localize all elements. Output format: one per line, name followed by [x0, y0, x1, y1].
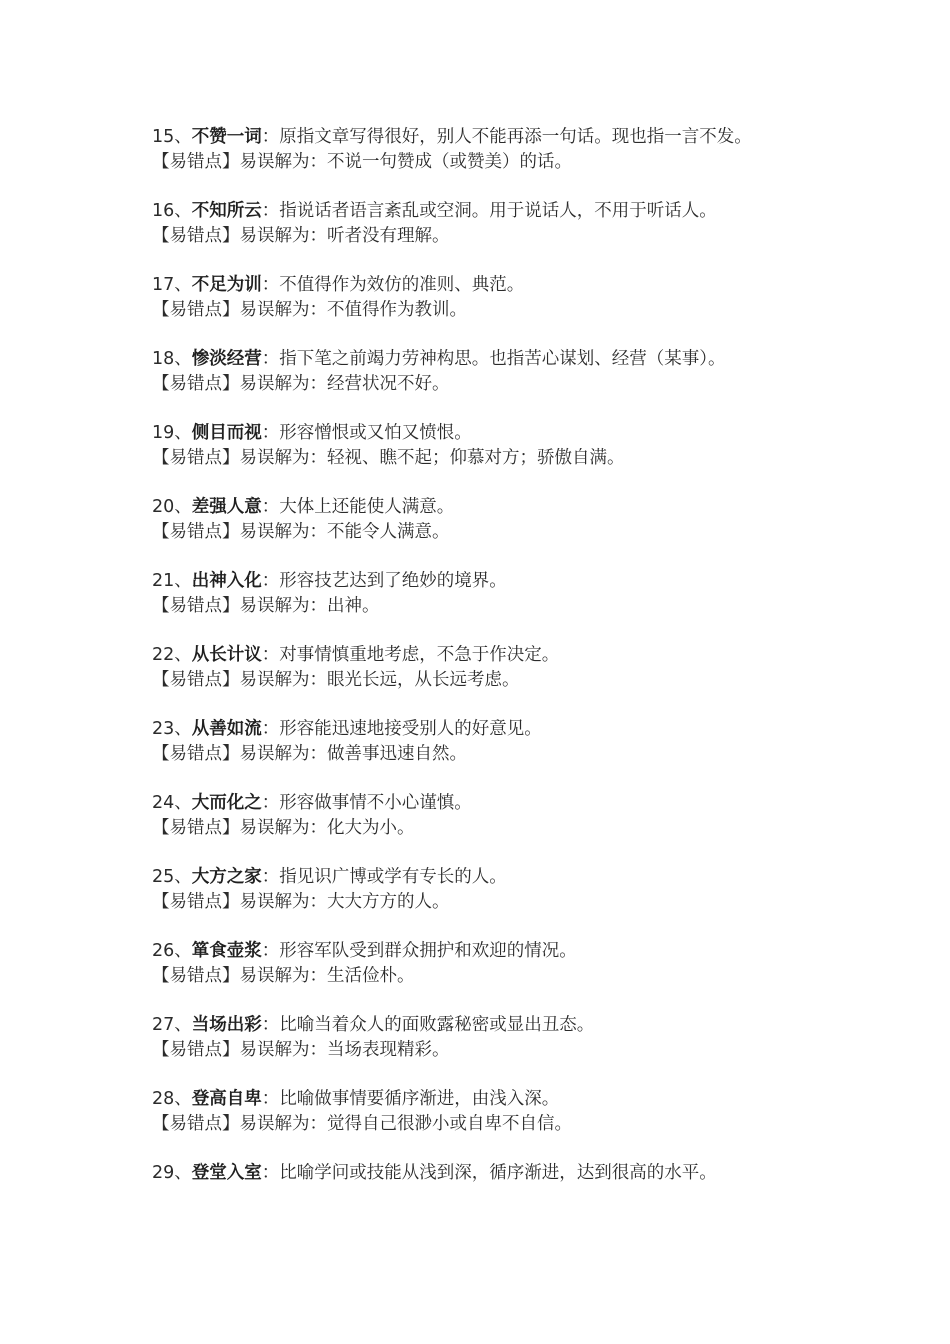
definition-line — [152, 717, 802, 742]
definition-line — [152, 421, 802, 446]
idiom-term: 惨淡经营 — [191, 349, 262, 369]
mistake-text: 易误解为：大大方方的人。 — [239, 891, 450, 912]
mistake-label: 【易错点】 — [152, 1113, 240, 1134]
idiom-entry — [152, 273, 802, 322]
definition-text: ：比喻学问或技能从浅到深，循序渐进，达到很高的水平。 — [261, 1163, 717, 1183]
entry-number: 29、 — [152, 1163, 192, 1183]
idiom-entry — [152, 1013, 802, 1062]
mistake-text: 易误解为：听者没有理解。 — [239, 225, 450, 246]
mistake-label: 【易错点】 — [152, 595, 240, 616]
mistake-text: 易误解为：当场表现精彩。 — [239, 1039, 450, 1060]
mistake-text: 易误解为：出神。 — [239, 595, 380, 616]
mistake-label: 【易错点】 — [152, 743, 240, 764]
idiom-term: 从长计议 — [191, 645, 262, 665]
definition-text: ：比喻当着众人的面败露秘密或显出丑态。 — [261, 1015, 595, 1035]
definition-text: ：指说话者语言紊乱或空洞。用于说话人，不用于听话人。 — [261, 201, 717, 221]
entry-number: 25、 — [152, 867, 192, 887]
idiom-entry — [152, 939, 802, 988]
idiom-entry — [152, 199, 802, 248]
definition-line — [152, 199, 802, 224]
mistake-line — [152, 1112, 802, 1137]
definition-text: ：形容憎恨或又怕又愤恨。 — [261, 423, 472, 443]
mistake-label: 【易错点】 — [152, 447, 240, 468]
mistake-text: 易误解为：生活俭朴。 — [239, 965, 415, 986]
mistake-line — [152, 298, 802, 323]
entry-number: 24、 — [152, 793, 192, 813]
definition-text: ：对事情慎重地考虑，不急于作决定。 — [261, 645, 560, 665]
mistake-label: 【易错点】 — [152, 299, 240, 320]
idiom-entry — [152, 421, 802, 470]
mistake-text: 易误解为：眼光长远，从长远考虑。 — [239, 669, 520, 690]
definition-line — [152, 1087, 802, 1112]
mistake-line — [152, 742, 802, 767]
mistake-text: 易误解为：不值得作为教训。 — [239, 299, 467, 320]
mistake-line — [152, 890, 802, 915]
definition-text: ：形容军队受到群众拥护和欢迎的情况。 — [261, 941, 577, 961]
entry-number: 22、 — [152, 645, 192, 665]
mistake-label: 【易错点】 — [152, 669, 240, 690]
definition-line — [152, 125, 802, 150]
idiom-term: 不赞一词 — [191, 127, 262, 147]
idiom-term: 侧目而视 — [191, 423, 262, 443]
idiom-entry — [152, 791, 802, 840]
idiom-entry — [152, 643, 802, 692]
entry-number: 28、 — [152, 1089, 192, 1109]
definition-line — [152, 495, 802, 520]
mistake-label: 【易错点】 — [152, 965, 240, 986]
definition-text: ：形容能迅速地接受别人的好意见。 — [261, 719, 542, 739]
idiom-entry — [152, 125, 802, 174]
mistake-text: 易误解为：轻视、瞧不起；仰慕对方；骄傲自满。 — [239, 447, 625, 468]
entry-number: 23、 — [152, 719, 192, 739]
idiom-term: 不知所云 — [191, 201, 262, 221]
entry-number: 17、 — [152, 275, 192, 295]
definition-line — [152, 643, 802, 668]
idiom-entry — [152, 569, 802, 618]
idiom-entry — [152, 347, 802, 396]
mistake-text: 易误解为：做善事迅速自然。 — [239, 743, 467, 764]
entry-number: 16、 — [152, 201, 192, 221]
mistake-line — [152, 372, 802, 397]
definition-line — [152, 865, 802, 890]
mistake-text: 易误解为：化大为小。 — [239, 817, 415, 838]
definition-line — [152, 939, 802, 964]
mistake-label: 【易错点】 — [152, 521, 240, 542]
idiom-term: 出神入化 — [191, 571, 262, 591]
mistake-text: 易误解为：不能令人满意。 — [239, 521, 450, 542]
mistake-label: 【易错点】 — [152, 373, 240, 394]
mistake-text: 易误解为：觉得自己很渺小或自卑不自信。 — [239, 1113, 572, 1134]
idiom-term: 箪食壶浆 — [191, 941, 262, 961]
idiom-entry — [152, 1161, 802, 1186]
definition-text: ：形容做事情不小心谨慎。 — [261, 793, 472, 813]
idiom-term: 从善如流 — [191, 719, 262, 739]
definition-text: ：大体上还能使人满意。 — [261, 497, 455, 517]
mistake-label: 【易错点】 — [152, 225, 240, 246]
mistake-line — [152, 446, 802, 471]
idiom-term: 当场出彩 — [191, 1015, 262, 1035]
idiom-term: 登堂入室 — [191, 1163, 262, 1183]
definition-line — [152, 347, 802, 372]
idiom-term: 登高自卑 — [191, 1089, 262, 1109]
mistake-line — [152, 150, 802, 175]
idiom-entry — [152, 495, 802, 544]
mistake-line — [152, 668, 802, 693]
idiom-term: 不足为训 — [191, 275, 262, 295]
entry-number: 26、 — [152, 941, 192, 961]
idiom-entry — [152, 865, 802, 914]
mistake-label: 【易错点】 — [152, 891, 240, 912]
mistake-line — [152, 520, 802, 545]
mistake-text: 易误解为：不说一句赞成（或赞美）的话。 — [239, 151, 572, 172]
document-page — [152, 125, 802, 1211]
idiom-entry — [152, 1087, 802, 1136]
definition-line — [152, 1161, 802, 1186]
definition-text: ：指下笔之前竭力劳神构思。也指苦心谋划、经营（某事）。 — [261, 349, 726, 369]
mistake-label: 【易错点】 — [152, 151, 240, 172]
entry-number: 20、 — [152, 497, 192, 517]
mistake-line — [152, 964, 802, 989]
mistake-line — [152, 816, 802, 841]
idiom-term: 大而化之 — [191, 793, 262, 813]
definition-line — [152, 1013, 802, 1038]
entry-number: 18、 — [152, 349, 192, 369]
definition-text: ：指见识广博或学有专长的人。 — [261, 867, 507, 887]
definition-line — [152, 791, 802, 816]
entry-number: 15、 — [152, 127, 192, 147]
idiom-term: 差强人意 — [191, 497, 262, 517]
mistake-text: 易误解为：经营状况不好。 — [239, 373, 450, 394]
mistake-label: 【易错点】 — [152, 817, 240, 838]
idiom-term: 大方之家 — [191, 867, 262, 887]
mistake-line — [152, 594, 802, 619]
idiom-entry — [152, 717, 802, 766]
entry-number: 19、 — [152, 423, 192, 443]
entry-number: 21、 — [152, 571, 192, 591]
definition-text: ：比喻做事情要循序渐进，由浅入深。 — [261, 1089, 560, 1109]
mistake-line — [152, 224, 802, 249]
definition-text: ：不值得作为效仿的准则、典范。 — [261, 275, 525, 295]
definition-line — [152, 273, 802, 298]
definition-text: ：原指文章写得很好，别人不能再添一句话。现也指一言不发。 — [261, 127, 752, 147]
definition-text: ：形容技艺达到了绝妙的境界。 — [261, 571, 507, 591]
mistake-line — [152, 1038, 802, 1063]
mistake-label: 【易错点】 — [152, 1039, 240, 1060]
definition-line — [152, 569, 802, 594]
entry-number: 27、 — [152, 1015, 192, 1035]
